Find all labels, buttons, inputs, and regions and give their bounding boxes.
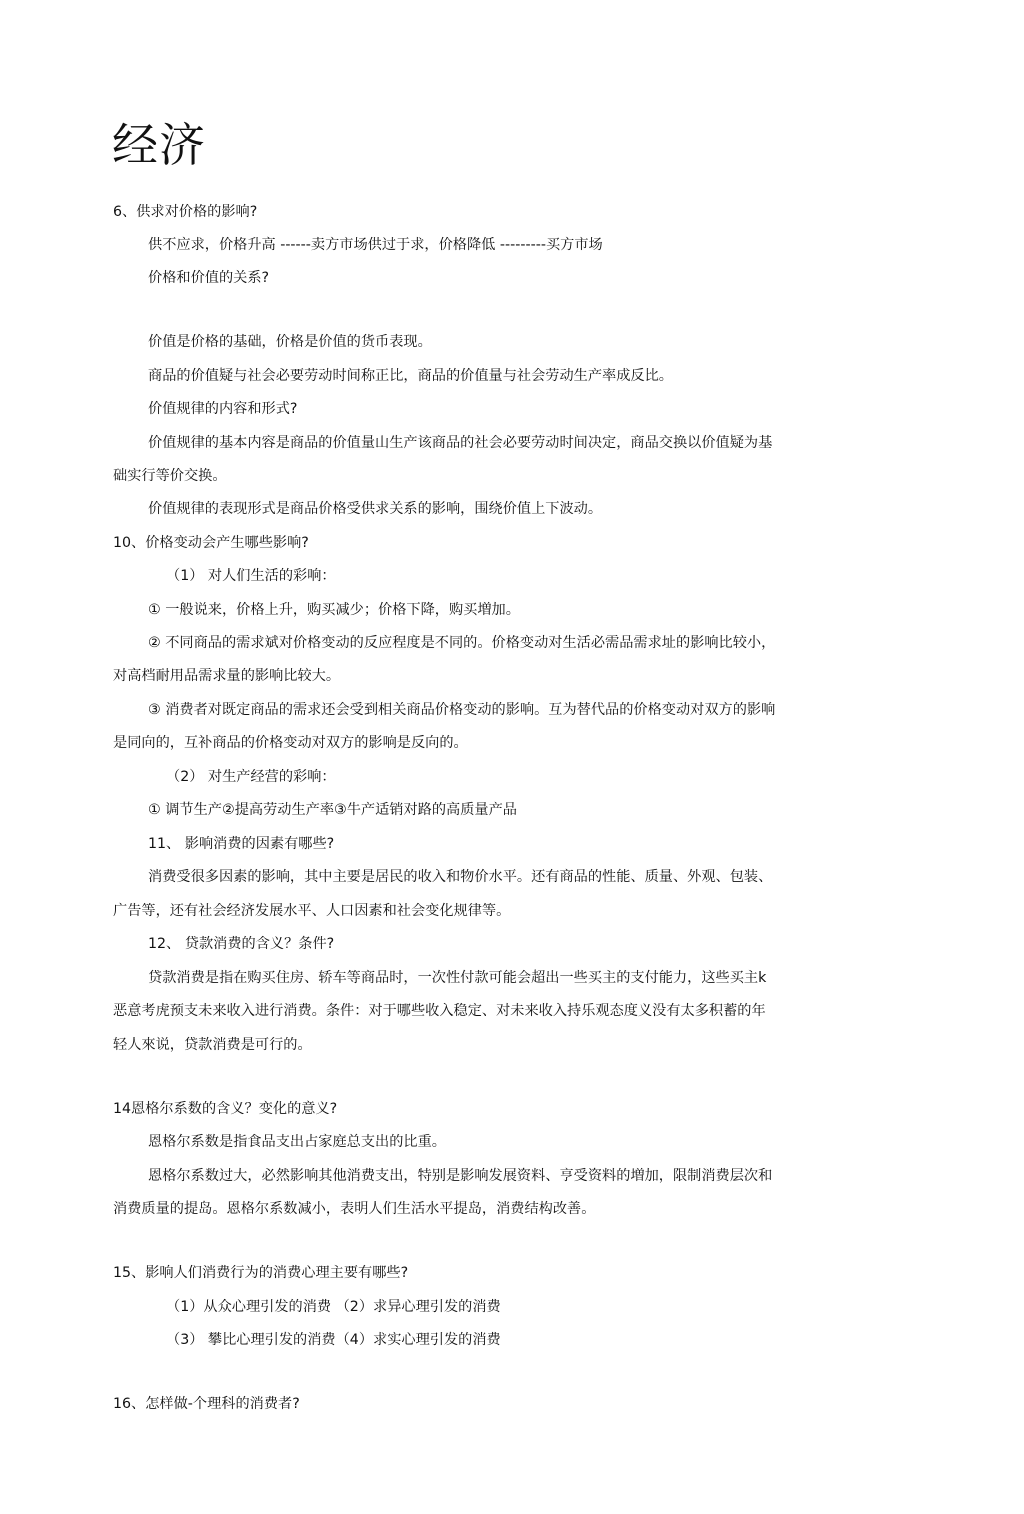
text-line: 12、 贷款消费的含义？条件? [148, 936, 335, 952]
text-line: （1）从众心理引发的消费 （2）求异心理引发的消费 [166, 1299, 501, 1315]
text-line: 价格和价值的关系? [148, 270, 270, 286]
text-line: 消费受很多因素的影响，其中主要是居民的收入和物价水平。还有商品的性能、质量、外观、包装、 [148, 869, 773, 885]
text-line: 贷款消费是指在购买住房、轿车等商品时，一次性付款可能会超出一些买主的支付能力，这些买主k [148, 970, 767, 986]
text-line: 恶意考虎预支未来收入进行消费。条件：对于哪些收入稳定、对未来收入持乐观态度义没有太多积蓄的年 [113, 1003, 766, 1019]
text-line: 础实行等价交换。 [113, 468, 227, 484]
text-line: 恩格尔系数是指食品支出占家庭总支出的比重。 [148, 1134, 446, 1150]
text-line: 价值规律的内容和形式? [148, 401, 298, 417]
text-line: 消费质量的提岛。恩格尔系数减小，表明人们生活水平提岛，消费结构改善。 [113, 1201, 596, 1217]
text-line: 14恩格尔系数的含义？变化的意义? [113, 1101, 338, 1117]
text-line: （1） 对人们生活的彩响： [166, 568, 336, 584]
text-line: ③ 消费者对既定商品的需求还会受到相关商品价格变动的影响。互为替代品的价格变动对双方的影响 [148, 702, 776, 718]
text-line: 16、怎样做-个理科的消费者? [113, 1396, 300, 1412]
text-line: （2） 对生产经营的彩响： [166, 769, 336, 785]
text-line: 15、影响人们消费行为的消费心理主要有哪些? [113, 1265, 409, 1281]
text-line: 广告等，还有社会经济发展水平、人口因素和社会变化规律等。 [113, 903, 511, 919]
text-line: 恩格尔系数过大，必然影响其他消费支出，特别是影响发展资料、亨受资料的増加，限制消费层次和 [148, 1168, 773, 1184]
text-line: ② 不同商品的需求斌对价格变动的反应程度是不同的。价格变动对生活必需品需求址的影响比较小， [148, 635, 776, 651]
text-line: 对高档耐用品需求量的影响比较大。 [113, 668, 341, 684]
text-line: 6、供求对价格的影响? [113, 204, 258, 220]
text-line: 价值规律的表现形式是商品价格受供求关系的影响，围绕价值上下波动。 [148, 501, 603, 517]
text-line: 11、 影响消费的因素有哪些? [148, 836, 335, 852]
text-line: ① 调节生产②提高劳动生产率③牛产适销对路的高质量产品 [148, 802, 517, 818]
text-line: 轻人來说，贷款消费是可行的。 [113, 1037, 312, 1053]
text-line: 是同向的，互补商品的价格变动对双方的影响是反向的。 [113, 735, 468, 751]
text-line: 商品的价值疑与社会必要劳动时间称正比，商品的价值量与社会劳动生产率成反比。 [148, 368, 673, 384]
text-line: 价值是价格的基础，价格是价值的货币表现。 [148, 334, 432, 350]
text-line: ① 一般说来，价格上升，购买减少；价格下降，购买増加。 [148, 602, 520, 618]
text-line: 供不应求，价格升高 ------卖方市场供过于求，价格降低 ---------买方市场 [148, 237, 603, 253]
text-line: （3） 攀比心理引发的消费（4）求实心理引发的消费 [166, 1332, 501, 1348]
text-line: 10、价格变动会产生哪些影响? [113, 535, 309, 551]
page-title: 经济 [112, 118, 206, 172]
text-line: 价值规律的基本内容是商品的价值量山生产该商品的社会必要劳动时间决定，商品交换以价值疑为基 [148, 435, 773, 451]
